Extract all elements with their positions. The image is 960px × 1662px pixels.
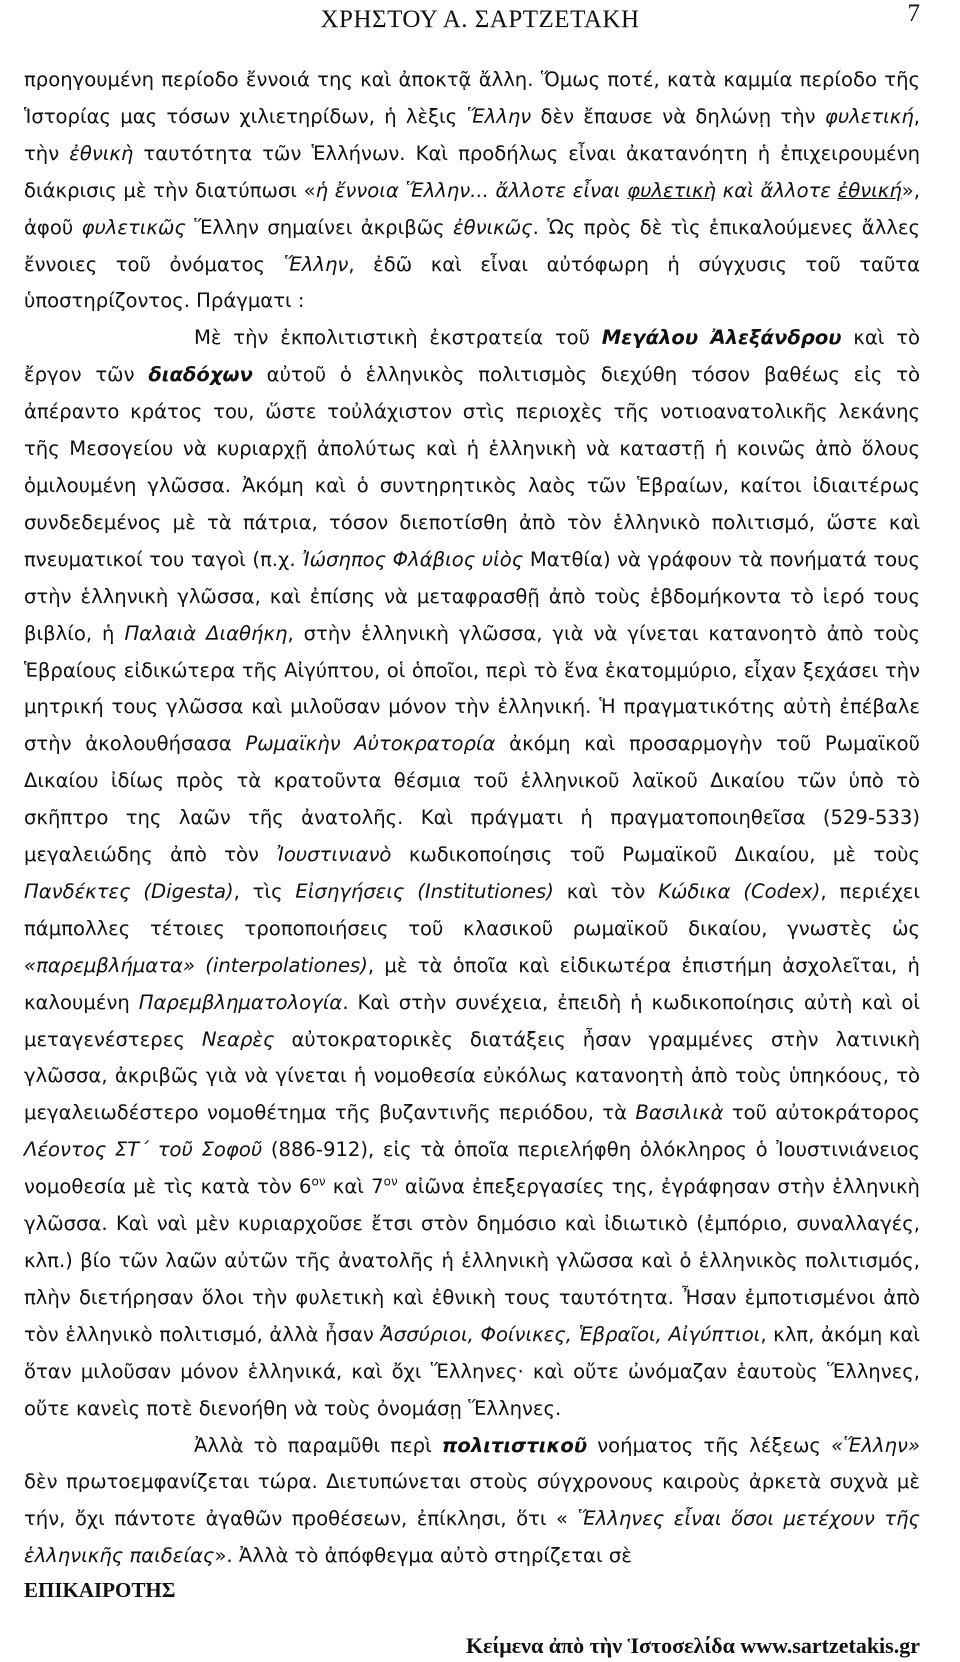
- italic-run: Παρεμβληματολογία: [138, 990, 343, 1014]
- italic-run: Πανδέκτες (Digesta): [24, 879, 234, 903]
- bold-italic-run: διαδόχων: [148, 363, 253, 387]
- superscript: ον: [311, 1174, 326, 1189]
- text-run: καὶ τὸ ἔργον τῶν: [24, 326, 920, 387]
- italic-run: Κώδικα (Codex): [658, 879, 821, 903]
- text-run: , μὲ τὰ ὁποῖα καὶ εἰδικωτέρα ἐπιστήμη ἀσχολεῖται, ἡ καλουμένη: [24, 953, 920, 1014]
- text-run: Ἀλλὰ τὸ παραμῦθι περὶ: [194, 1433, 442, 1457]
- bold-italic-run: Μεγάλου Ἀλεξάνδρου: [601, 326, 842, 350]
- text-run: (886-912), εἰς τὰ ὁποῖα περιελήφθη ὁλόκληρος ὁ Ἰουστινιάνειος νομοθεσία μὲ τὶς κατὰ τὸν 6: [24, 1138, 920, 1199]
- text-run: καὶ 7: [325, 1175, 384, 1199]
- text-run: αἰῶνα ἐπεξεργασίες της, ἐγράφησαν στὴν ἑλληνικὴ γλῶσσα. Καὶ ναὶ μὲν κυριαρχοῦσε ἔτσι στὸν δημόσιο καὶ ἰδιωτικὸ (ἐμπόριο, συναλλαγές, κλπ.) βίο τῶν λαῶν αὐτῶν τῆς ἀνατολῆς ἡ ἑλληνικὴ γλῶσσα καὶ ὁ ἑλληνικὸς πολιτισμός, πλὴν διετήρησαν ὅλοι τὴν φυλετικὴ καὶ ἐθνικὴ τους ταυτότητα. Ἦσαν ἐμποτισμένοι ἀπὸ τὸν ἑλληνικὸ πολιτισμό, ἀλλὰ ἦσαν: [24, 1175, 920, 1346]
- text-run: ». Ἀλλὰ τὸ ἀπόφθεγμα αὐτὸ στηρίζεται σὲ: [214, 1544, 632, 1568]
- italic-run: Παλαιὰ Διαθήκη: [124, 621, 288, 645]
- italic-underlined-run: ἐθνική: [837, 178, 902, 202]
- italic-run: Ἕλλην: [466, 104, 532, 128]
- text-run: καὶ τὸν: [553, 879, 659, 903]
- text-run: προηγουμένη περίοδο ἔννοιά της καὶ ἀποκτᾷ ἄλλη. Ὅμως ποτέ, κατὰ καμμία περίοδο τῆς Ἱστορίας μας τόσων χιλιετηρίδων, ἡ λὲξις: [24, 68, 920, 128]
- text-run: αὐτοῦ ὁ ἑλληνικὸς πολιτισμὸς διεχύθη τόσον βαθέως εἰς τὸ ἀπέραντο κράτος του, ὥστε τοὐλάχιστον στὶς περιοχὲς τῆς νοτιοανατολικῆς λεκάνης τῆς Μεσογείου νὰ κυριαρχῇ ἀπολύτως καὶ ἡ ἑλληνικὴ νὰ καταστῇ ἡ κοινῶς ἀπὸ ὅλους ὁμιλουμένη γλῶσσα. Ἀκόμη καὶ ὁ συντηρητικὸς λαὸς τῶν Ἑβραίων, καίτοι ἰδιαιτέρως συνδεδεμένος μὲ τὰ πάτρια, τόσον διεποτίσθη ἀπὸ τὸν ἑλληνικὸ πολιτισμό, ὥστε καὶ πνευματικοί του ταγοὶ (π.χ.: [24, 363, 920, 571]
- page-header: [0, 0, 960, 50]
- italic-run: Ρωμαϊκὴν Αὐτοκρατορία: [245, 732, 496, 756]
- italic-run: Ἰουστινιανὸ: [276, 843, 392, 867]
- text-run: , κλπ, ἀκόμη καὶ ὅταν μιλοῦσαν μόνον ἑλληνικά, καὶ ὄχι Ἕλληνες· καὶ οὔτε ὠνόμαζαν ἑαυτοὺς Ἕλληνες, οὔτε κανεὶς ποτὲ διενοήθη νὰ τοὺς ὀνομάσῃ Ἕλληνες.: [24, 1322, 920, 1420]
- text-run: τοῦ αὐτοκράτορος: [723, 1101, 920, 1125]
- footer-publication: ΕΠΙΚΑΙΡΟΤΗΣ: [24, 1578, 176, 1602]
- text-run: . Ὡς πρὸς δὲ τὶς ἐπικαλούμενες ἄλλες ἔννοιες τοῦ ὀνόματος: [24, 215, 920, 276]
- text-run: ταυτότητα τῶν Ἑλλήνων. Καὶ προδήλως εἶναι ἀκατανόητη ἡ ἐπιχειρουμένη διάκρισις μὲ τὴν διατύπωσι «: [24, 141, 920, 202]
- italic-run: ἐθνικῶς: [453, 215, 533, 239]
- text-run: δὲν πρωτοεμφανίζεται τώρα. Διετυπώνεται στοὺς σύγχρονους καιροὺς ἀρκετὰ συχνὰ μὲ τήν, ὄχι πάντοτε ἀγαθῶν προθέσεων, ἐπίκλησι, ὅτι «: [24, 1470, 920, 1531]
- italic-run: καὶ ἄλλοτε: [715, 178, 838, 202]
- italic-underlined-run: φυλετικὴ: [627, 178, 716, 202]
- italic-run: Λέοντος ΣΤ΄ τοῦ Σοφοῦ: [24, 1138, 263, 1162]
- italic-run: Εἰσηγήσεις (Institutiones): [295, 879, 554, 903]
- page-number: 7: [907, 0, 920, 27]
- text-run: , τὶς: [233, 879, 296, 903]
- running-head-author: ΧΡΗΣΤΟΥ Α. ΣΑΡΤΖΕΤΑΚΗ: [320, 6, 640, 33]
- italic-run: Ἀσσύριοι, Φοίνικες, Ἑβραῖοι, Αἰγύπτιοι: [380, 1322, 761, 1346]
- text-run: κωδικοποίησις τοῦ Ρωμαϊκοῦ Δικαίου, μὲ τοὺς: [391, 843, 920, 867]
- italic-run: ἡ ἔννοια Ἕλλην... ἄλλοτε εἶναι: [315, 178, 628, 202]
- text-run: , τὴν: [24, 104, 920, 165]
- text-run: δὲν ἔπαυσε νὰ δηλώνῃ τὴν: [531, 104, 825, 128]
- italic-run: φυλετικῶς: [81, 215, 186, 239]
- text-run: , περιέχει πάμπολλες τέτοιες τροποποιήσεις τοῦ κλασικοῦ ρωμαϊκοῦ δικαίου, γνωστὲς ὡς: [24, 879, 920, 940]
- italic-run: Ἕλλην: [283, 252, 349, 276]
- italic-run: ἐθνικὴ: [69, 141, 134, 165]
- paragraph-2: [24, 320, 920, 1427]
- superscript: ον: [383, 1174, 398, 1189]
- italic-run: «παρεμβλήματα» (interpolationes): [24, 953, 368, 977]
- body-text: [24, 62, 920, 1575]
- italic-run: Νεαρὲς: [201, 1027, 275, 1051]
- footer-source: Κείμενα ἀπὸ τὴν Ἱστοσελίδα www.sartzetakis.gr: [465, 1633, 920, 1658]
- italic-run: Ἰώσηπος Φλάβιος υἱὸς: [302, 547, 524, 571]
- paragraph-3: [24, 1428, 920, 1576]
- italic-run: Ἕλληνες εἶναι ὅσοι μετέχουν τῆς ἑλληνικῆς παιδείας: [24, 1507, 920, 1568]
- text-run: », ἀφοῦ: [24, 178, 920, 239]
- text-run: αὐτοκρατορικὲς διατάξεις ἦσαν γραμμένες στὴν λατινικὴ γλῶσσα, ἀκριβῶς γιὰ νὰ γίνεται ἡ νομοθεσία εὐκόλως κατανοητὴ ἀπὸ τοὺς ὑπηκόους, τὸ μεγαλειωδέστερο νομοθέτημα τῆς βυζαντινῆς περιόδου, τὰ: [24, 1027, 920, 1125]
- bold-italic-run: πολιτιστικοῦ: [441, 1433, 588, 1457]
- paragraph-1: [24, 62, 920, 320]
- text-run: Ἕλλην σημαίνει ἀκριβῶς: [185, 215, 454, 239]
- text-run: , στὴν ἑλληνικὴ γλῶσσα, γιὰ νὰ γίνεται κατανοητὸ ἀπὸ τοὺς Ἑβραίους εἰδικώτερα τῆς Αἰγύπτου, οἱ ὁποῖοι, περὶ τὸ ἕνα ἑκατομμύριο, εἶχαν ξεχάσει τὴν μητρική τους γλῶσσα καὶ μιλοῦσαν μόνον τὴν ἑλληνική. Ἡ πραγματικότης αὐτὴ ἐπέβαλε στὴν ἀκολουθήσασα: [24, 621, 920, 756]
- italic-run: Βασιλικὰ: [635, 1101, 724, 1125]
- text-run: . Καὶ στὴν συνέχεια, ἐπειδὴ ἡ κωδικοποίησις αὐτὴ καὶ οἱ μεταγενέστερες: [24, 990, 920, 1051]
- text-run: , ἐδῶ καὶ εἶναι αὐτόφωρη ἡ σύγχυσις τοῦ ταῦτα ὑποστηρίζοντος. Πράγματι :: [24, 252, 920, 313]
- italic-run: φυλετική: [824, 104, 914, 128]
- italic-run: «Ἕλλην»: [831, 1433, 920, 1457]
- text-run: ἀκόμη καὶ προσαρμογὴν τοῦ Ρωμαϊκοῦ Δικαίου ἰδίως πρὸς τὰ κρατοῦντα θέσμια τοῦ ἑλληνικοῦ λαϊκοῦ Δικαίου τῶν ὑπὸ τὸ σκῆπτρο της λαῶν τῆς ἀνατολῆς. Καὶ πράγματι ἡ πραγματοποιηθεῖσα (529-533) μεγαλειώδης ἀπὸ τὸν: [24, 732, 920, 867]
- text-run: Μὲ τὴν ἐκπολιτιστικὴ ἐκστρατεία τοῦ: [194, 326, 602, 350]
- text-run: Ματθία) νὰ γράφουν τὰ πονήματά τους στὴν ἑλληνικὴ γλῶσσα, καὶ ἐπίσης νὰ μεταφρασθῇ ἀπὸ τοὺς ἑβδομήκοντα τὸ ἱερό τους βιβλίο, ἡ: [24, 547, 920, 645]
- text-run: νοήματος τῆς λέξεως: [587, 1433, 832, 1457]
